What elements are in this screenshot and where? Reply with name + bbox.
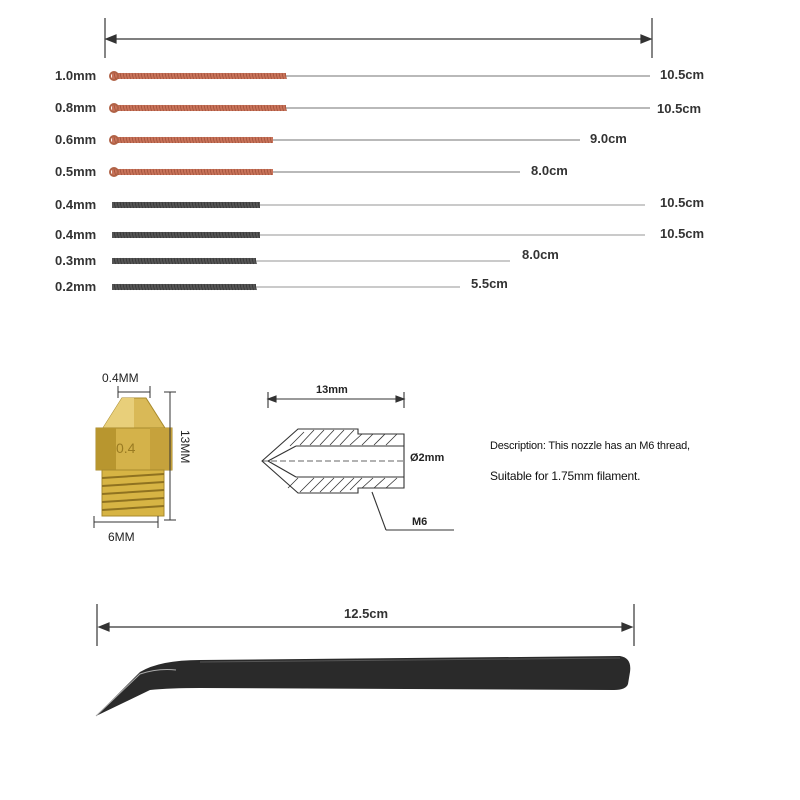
nozzle-engraving: 0.4 xyxy=(116,440,136,456)
needle-6 xyxy=(112,232,645,238)
needle-length-label: 8.0cm xyxy=(522,247,559,262)
tweezers-length-label: 12.5cm xyxy=(344,606,389,621)
needle-1 xyxy=(110,72,650,80)
needle-length-label: 10.5cm xyxy=(660,67,705,82)
needle-diameter-label: 0.5mm xyxy=(55,164,97,179)
needle-length-label: 9.0cm xyxy=(590,131,627,146)
needle-length-label: 5.5cm xyxy=(471,276,508,291)
needle-diameter-label: 0.4mm xyxy=(55,197,97,212)
nozzle-width-label: 6MM xyxy=(108,530,135,544)
needle-diameter-label: 0.3mm xyxy=(55,253,97,268)
cross-section-thread-label: M6 xyxy=(412,516,428,528)
needle-8 xyxy=(112,284,460,290)
brass-nozzle xyxy=(94,386,176,528)
needle-4 xyxy=(110,168,520,176)
needle-set xyxy=(110,72,650,290)
cross-section-length-label: 13mm xyxy=(316,384,348,396)
tweezers xyxy=(96,656,630,716)
needle-length-label: 10.5cm xyxy=(660,195,705,210)
needle-length-label: 10.5cm xyxy=(657,101,702,116)
description-line-2: Suitable for 1.75mm filament. xyxy=(490,469,641,483)
needle-length-label: 8.0cm xyxy=(531,163,568,178)
needle-diameter-label: 1.0mm xyxy=(55,68,97,83)
cross-section-bore-label: Ø2mm xyxy=(410,452,445,464)
needle-2 xyxy=(110,104,650,112)
description-line-1: Description: This nozzle has an M6 thread, xyxy=(490,440,690,452)
needle-7 xyxy=(112,258,510,264)
needle-5 xyxy=(112,202,645,208)
nozzle-height-label: 13MM xyxy=(178,430,192,464)
needle-length-label: 10.5cm xyxy=(660,226,705,241)
needle-3 xyxy=(110,136,580,144)
needle-diameter-label: 0.2mm xyxy=(55,279,97,294)
nozzle-tip-label: 0.4MM xyxy=(102,371,139,385)
needle-diameter-label: 0.6mm xyxy=(55,132,97,147)
needle-diameter-label: 0.4mm xyxy=(55,227,97,242)
needle-length-dimension xyxy=(105,18,652,58)
needle-diameter-label: 0.8mm xyxy=(55,100,97,115)
